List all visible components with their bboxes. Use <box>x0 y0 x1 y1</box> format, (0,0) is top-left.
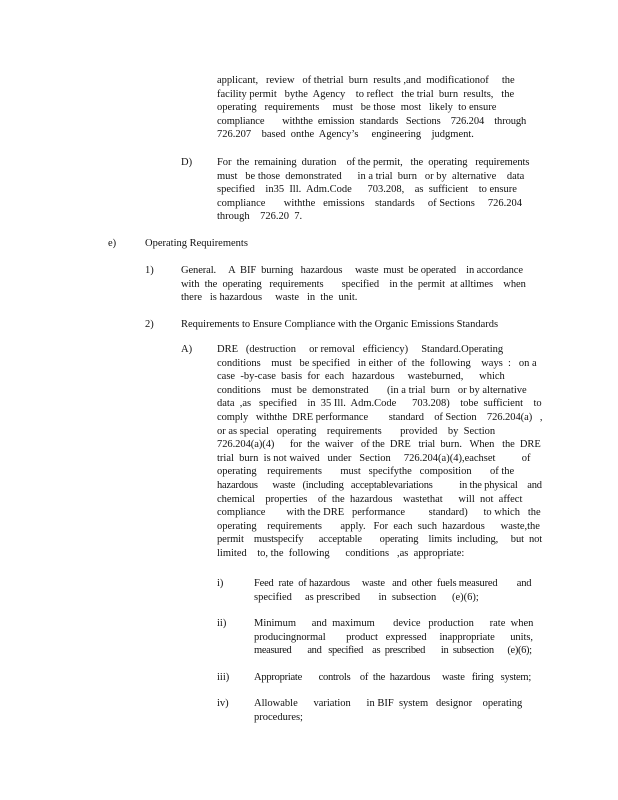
text-line: Feed rate of hazardous waste and other fuels measured and <box>254 578 532 589</box>
item-label-1: 1) <box>145 265 154 276</box>
text-line: Minimum and maximum device production rate when <box>254 618 534 629</box>
item-a-paragraph <box>217 343 542 561</box>
text-line: conditions must be demonstrated (in a trial burn or by alternative <box>217 384 527 396</box>
text-line: procedures; <box>254 711 303 723</box>
item-1-paragraph <box>181 264 526 305</box>
text-line: producingnormal product expressed inappropriate units, <box>254 631 533 643</box>
item-d-paragraph <box>217 156 532 224</box>
text-line: facility permit bythe Agency to reflect the trial burn results, the <box>217 88 515 100</box>
text-line: General. A BIF burning hazardous waste must be operated in accordance <box>181 265 523 276</box>
item-iii-paragraph <box>254 671 534 685</box>
text-line: there is hazardous waste in the unit. <box>181 292 358 304</box>
item-label-ii: ii) <box>217 618 227 629</box>
item-label-iii: iii) <box>217 672 230 683</box>
section-heading: Operating Requirements <box>145 238 248 249</box>
text-line: through 726.20 7. <box>217 211 303 223</box>
text-line: Allowable variation in BIF system designor operating <box>254 698 523 709</box>
text-line: operating requirements must be those most likely to ensure <box>217 102 497 114</box>
text-line: compliance withthe emission standards Sections 726.204 through <box>217 115 527 127</box>
text-line: or as special operating requirements provided by Section <box>217 425 496 437</box>
text-line: specified in35 Ill. Adm.Code 703.208, as sufficient to ensure <box>217 184 517 196</box>
item-label-2: 2) <box>145 319 154 330</box>
text-line: applicant, review of thetrial burn results ,and modificationof the <box>217 75 515 86</box>
continuation-paragraph <box>217 74 527 142</box>
text-line: For the remaining duration of the permit, the operating requirements <box>217 157 530 168</box>
item-label-d: D) <box>181 157 193 168</box>
item-iv-paragraph <box>254 697 534 724</box>
item-label-a: A) <box>181 344 193 355</box>
text-line: compliance withthe emissions standards of Sections 726.204 <box>217 197 523 209</box>
text-line: hazardous waste (including acceptablevariations in the physical and <box>217 479 542 491</box>
text-line: operating requirements apply. For each such hazardous waste,the <box>217 520 540 532</box>
text-line: 726.207 based onthe Agency’s engineering judgment. <box>217 129 474 141</box>
text-line: permit mustspecify acceptable operating limits including, but not <box>217 534 543 546</box>
text-line: comply withthe DRE performance standard of Section 726.204(a) , <box>217 411 543 423</box>
text-line: 726.204(a)(4) for the waiver of the DRE trial burn. When the DRE <box>217 439 541 451</box>
text-line: limited to, the following conditions ,as appropriate: <box>217 547 465 559</box>
text-line: conditions must be specified in either of the following ways : on a <box>217 357 537 369</box>
text-line: with the operating requirements specified in the permit at alltimes when <box>181 278 526 290</box>
text-line: trial burn is not waived under Section 726.204(a)(4),eachset of <box>217 452 531 464</box>
section-label-e: e) <box>108 238 117 249</box>
text-line: chemical properties of the hazardous wastethat will not affect <box>217 493 523 505</box>
item-ii-paragraph <box>254 617 534 658</box>
item-label-i: i) <box>217 578 224 589</box>
text-line: DRE (destruction or removal efficiency) Standard.Operating <box>217 344 504 355</box>
item-i-paragraph <box>254 577 534 604</box>
item-2-heading: Requirements to Ensure Compliance with the Organic Emissions Standards <box>181 319 499 330</box>
text-line: data ,as specified in 35 Ill. Adm.Code 703.208) tobe sufficient to <box>217 398 542 410</box>
text-line: compliance with the DRE performance standard) to which the <box>217 507 541 519</box>
text-line: must be those demonstrated in a trial burn or by alternative data <box>217 170 525 182</box>
text-line: specified as prescribed in subsection (e)(6); <box>254 591 479 603</box>
text-line: Appropriate controls of the hazardous waste firing system; <box>254 672 532 683</box>
text-line: operating requirements must specifythe composition of the <box>217 466 515 478</box>
item-label-iv: iv) <box>217 698 229 709</box>
text-line: case -by-case basis for each hazardous wasteburned, which <box>217 371 505 383</box>
text-line: measured and specified as prescribed in subsection (e)(6); <box>254 645 532 657</box>
